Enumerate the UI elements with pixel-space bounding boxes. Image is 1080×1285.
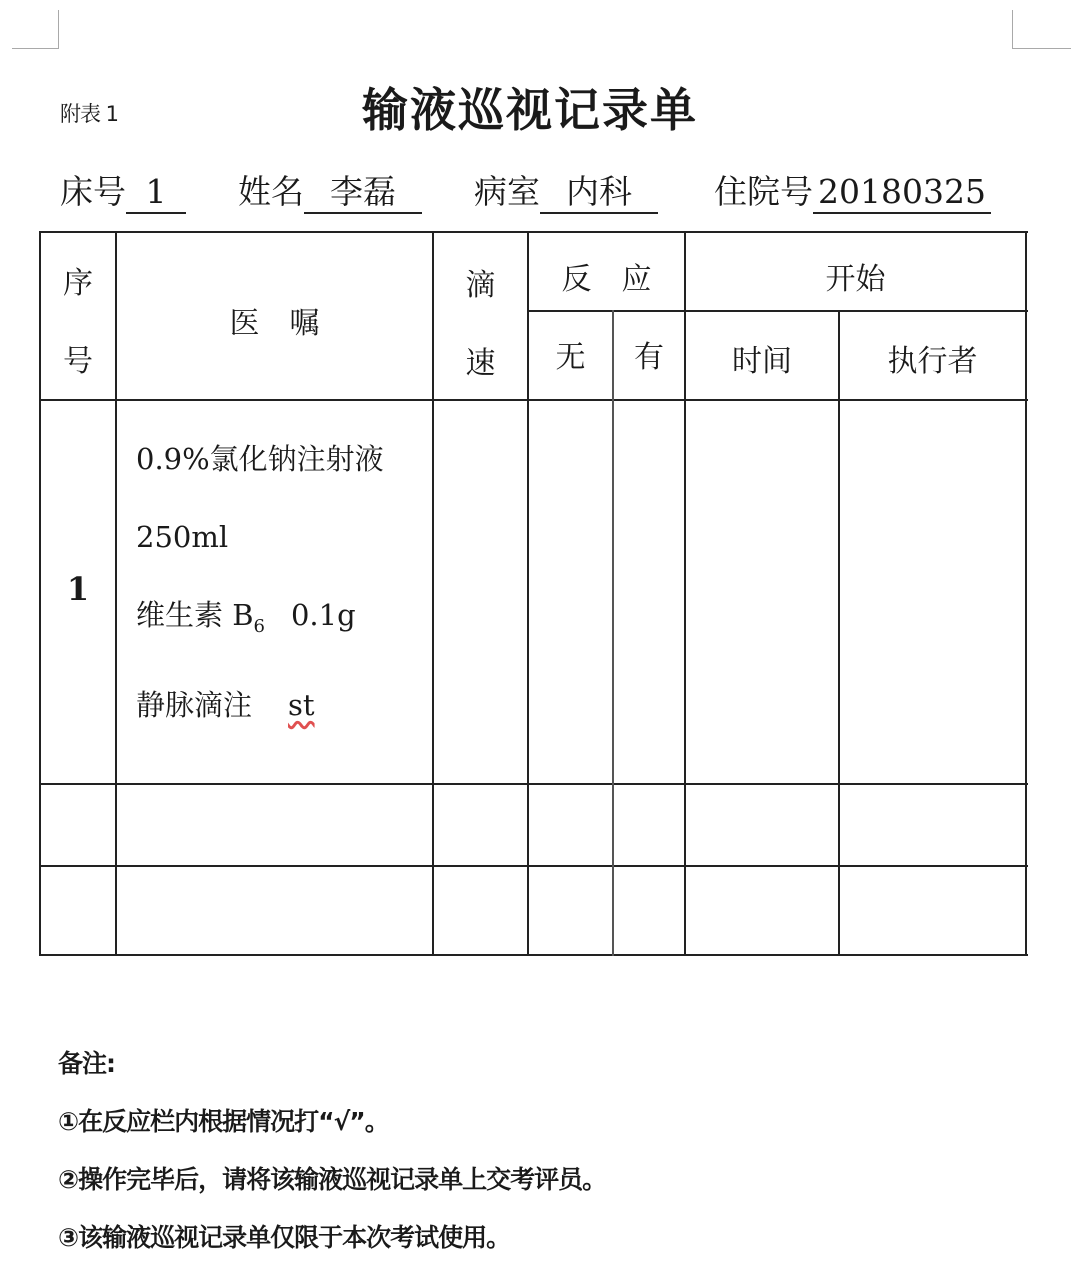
name-label: 姓名 [238, 172, 304, 211]
header-start-time: 时间 [732, 344, 792, 379]
order-line: 250ml [136, 520, 229, 554]
order-frequency: st [288, 687, 315, 722]
order-dose: 0.1g [290, 598, 356, 632]
header-rate-top: 滴 [465, 268, 496, 303]
header-start: 开始 [825, 262, 886, 297]
page-title: 输液巡视记录单 [362, 83, 698, 137]
table-border-bottom [40, 954, 1028, 956]
row-1-reaction-yes-cell[interactable] [614, 401, 684, 783]
header-order: 医 嘱 [229, 306, 320, 341]
row-order [136, 420, 384, 744]
row-seq: 1 [66, 570, 90, 608]
row-1-start-time-cell[interactable] [686, 401, 838, 783]
note-item: ②操作完毕后，请将该输液巡视记录单上交考评员。 [58, 1165, 607, 1194]
row-3-empty[interactable] [41, 867, 1025, 954]
order-line [136, 576, 384, 666]
ward-value[interactable]: 内科 [540, 172, 658, 214]
order-line [136, 666, 384, 744]
table-border-top [40, 231, 1028, 233]
note-item: ③该输液巡视记录单仅限于本次考试使用。 [58, 1223, 511, 1252]
header-rate-bottom: 速 [465, 346, 496, 381]
header-start-executor: 执行者 [887, 344, 978, 379]
header-reaction: 反 应 [561, 262, 652, 297]
header-divider [528, 310, 1028, 312]
notes-section [58, 1035, 606, 1267]
admission-label: 住院号 [714, 172, 813, 211]
notes-heading: 备注: [58, 1049, 115, 1078]
order-drug-subscript: 6 [253, 615, 265, 637]
order-drug: 维生素 B [136, 598, 254, 632]
row-1-executor-cell[interactable] [840, 401, 1025, 783]
order-route: 静脉滴注 [136, 687, 253, 722]
row-2-empty[interactable] [41, 785, 1025, 865]
header-reaction-none: 无 [555, 340, 586, 375]
header-seq-bottom: 号 [63, 344, 93, 379]
appendix-label: 附表 1 [60, 102, 119, 126]
order-line: 0.9%氯化钠注射液 [136, 442, 384, 476]
ward-label: 病室 [474, 172, 540, 211]
row-1-rate-cell[interactable] [434, 401, 527, 783]
header-reaction-yes: 有 [634, 340, 664, 375]
bed-value[interactable]: 1 [126, 172, 186, 214]
header-seq-top: 序 [63, 266, 93, 301]
note-item: ①在反应栏内根据情况打“√”。 [58, 1107, 389, 1136]
admission-value[interactable]: 20180325 [813, 172, 991, 214]
bed-label: 床号 [60, 172, 126, 211]
row-1-reaction-none-cell[interactable] [529, 401, 612, 783]
name-value[interactable]: 李磊 [304, 172, 422, 214]
